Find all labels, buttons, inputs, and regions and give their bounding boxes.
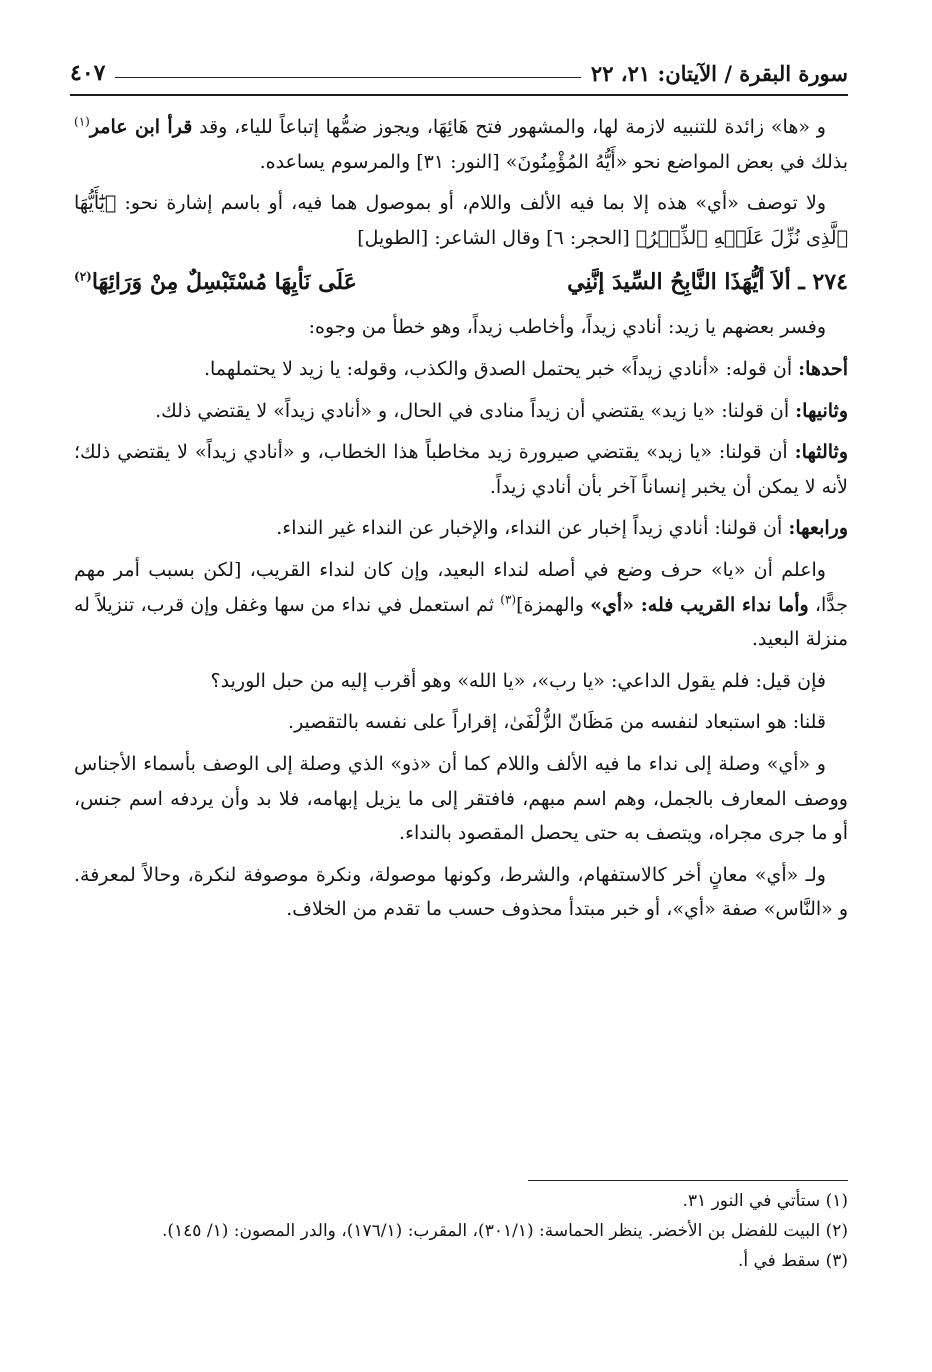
footnote-3: (٣) سقط في أ.	[737, 1251, 848, 1271]
footnote-rule	[528, 1180, 848, 1181]
footnote-ref-2: (٢)	[74, 270, 92, 285]
verse-second-hemistich: عَلَى نَأيِهَا مُسْتَبْسِلٌ مِنْ وَرَائِهَا$^{(٢)}$	[74, 269, 357, 296]
page-number: ٤٠٧	[70, 60, 106, 86]
point-heading-1: أحدها:	[798, 357, 848, 380]
paragraph-3: وفسر بعضهم يا زيد: أنادي زيداً، وأخاطب زيداً، وهو خطأ من وجوه:	[308, 316, 826, 339]
paragraph-2: ولا توصف «أي» هذه إلا بما فيه الألف واللام، أو بموصول هما فيه، أو باسم إشارة نحو: ﴿يَٰٓأَيُّهَا ٱلَّذِى نُزِّلَ عَلَيۡهِ ٱلذِّكۡرُ﴾ [الحجر: ٦] وقال الشاعر: [الطويل]	[74, 192, 848, 249]
point-heading-4: ورابعها:	[788, 517, 848, 540]
point-heading-3: وثالثها:	[794, 441, 848, 464]
paragraph-1: و «ها» زائدة للتنبيه لازمة لها، والمشهور فتح هَائِهَا، ويجوز ضمُّها إتباعاً للياء، وقد قرأ ابن عامر$^{(١)}$ بذلك في بعض المواضع نحو «أَيُّهُ المُؤْمِنُونَ» [النور: ٣١] والمرسوم يساعده.	[74, 114, 848, 173]
paragraph-7: ورابعها: أن قولنا: أنادي زيداً إخبار عن النداء، والإخبار عن النداء غير النداء.	[276, 517, 848, 540]
header-leader-line	[115, 77, 580, 78]
paragraph-5: وثانيها: أن قولنا: «يا زيد» يقتضي أن زيداً منادى في الحال، و «أنادي زيداً» لا يقتضي ذلك.	[155, 399, 848, 422]
surah-title: سورة البقرة / الآيتان: ٢١، ٢٢	[590, 61, 848, 86]
point-heading-2: وثانيها:	[795, 399, 848, 422]
paragraph-10: قلنا: هو استبعاد لنفسه من مَظَانّ الزُّلْفَىٰ، إقراراً على نفسه بالتقصير.	[288, 711, 826, 734]
paragraph-11: و «أي» وصلة إلى نداء ما فيه الألف واللام كما أن «ذو» الذي وصلة إلى الوصف بأسماء الأجناس ووصف المعارف بالجمل، وهم اسم مبهم، فافتقر إلى ما يزيل إبهامه، فلا بد وأن يردفه اسم جنس، أو ما جرى مجراه، ويتصف به حتى يحصل المقصود بالنداء.	[74, 752, 848, 845]
paragraph-8: واعلم أن «يا» حرف وضع في أصله لنداء البعيد، وإن كان لنداء القريب، [لكن بسبب أمر مهم جدًّا، وأما نداء القريب فله: «أي» والهمزة]$^{(٣)}$ ثم استعمل في نداء من سها وغفل وإن قرب، تنزيلاً له منزلة البعيد.	[74, 558, 848, 651]
paragraph-4: أحدها: أن قوله: «أنادي زيداً» خبر يحتمل الصدق والكذب، وقوله: يا زيد لا يحتملهما.	[203, 357, 848, 380]
footnotes	[74, 1188, 848, 1278]
header-rule	[70, 94, 848, 96]
footnote-2: (٢) البيت للفضل بن الأخضر. ينظر الحماسة: (٣٠١/١)، المقرب: (١٧٦/١)، والدر المصون: (١/ ١٤٥).	[161, 1221, 848, 1241]
footnote-ref-3: (٣)	[500, 592, 517, 607]
poetry-verse	[74, 262, 848, 302]
footnote-ref-1: (١)	[74, 114, 90, 129]
footnote-1: (١) ستأتي في النور ٣١.	[682, 1191, 848, 1211]
reader-name: قرأ ابن عامر	[89, 116, 193, 138]
main-text	[74, 110, 848, 934]
running-head	[70, 52, 848, 92]
paragraph-9: فإن قيل: فلم يقول الداعي: «يا رب»، «يا الله» وهو أقرب إليه من حبل الوريد؟	[210, 669, 826, 692]
near-call-phrase: وأما نداء القريب فله: «أي»	[590, 593, 809, 616]
paragraph-6: وثالثها: أن قولنا: «يا زيد» يقتضي صيرورة زيد مخاطباً هذا الخطاب، و «أنادي زيداً» لا يقتضي ذلك؛ لأنه لا يمكن أن يخبر إنساناً آخر بأن أنادي زيداً.	[74, 441, 848, 498]
paragraph-12: ولـ «أي» معانٍ أخر كالاستفهام، والشرط، وكونها موصولة، ونكرة موصوفة لنكرة، وحالاً لمعرفة. و «النَّاس» صفة «أي»، أو خبر مبتدأ محذوف حسب ما تقدم من الخلاف.	[74, 863, 848, 921]
verse-first-hemistich: ٢٧٤ ـ ألاَ أيُّهَذَا النَّابِحُ السِّيدَ إنَّنِي	[567, 269, 848, 296]
